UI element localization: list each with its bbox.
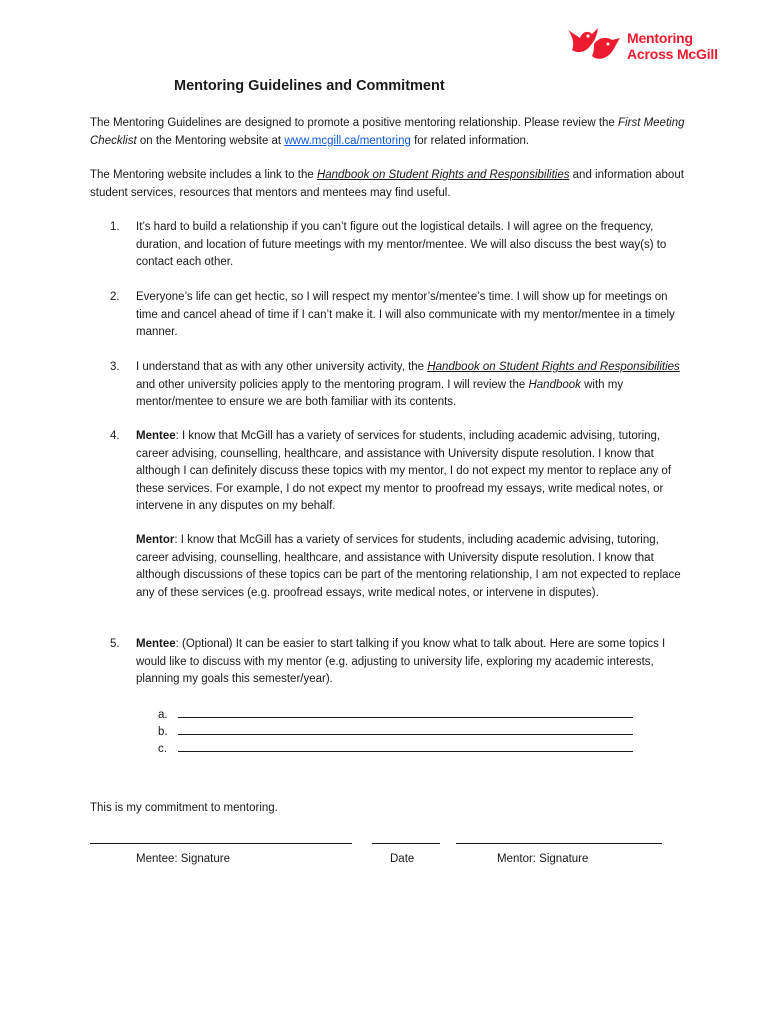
commitment-statement: This is my commitment to mentoring. <box>90 802 278 814</box>
guideline-item-3 <box>110 359 690 412</box>
blank-line[interactable] <box>178 741 633 752</box>
birds-logo-icon <box>564 24 622 64</box>
intro-text: on the Mentoring website at <box>136 134 285 147</box>
item-number: 4. <box>110 430 120 442</box>
item-number: 5. <box>110 638 120 650</box>
item-text-part: and other university policies apply to the mentoring program. I will review the <box>136 378 529 391</box>
mentee-signature-label: Mentee: Signature <box>136 853 230 865</box>
intro-text: for related information. <box>410 134 530 147</box>
intro-paragraph-2 <box>90 167 690 202</box>
item-text <box>136 636 690 689</box>
first-meeting-checklist: First Meeting Checklist <box>90 117 685 147</box>
guideline-item-1 <box>110 219 690 272</box>
blank-label: c. <box>158 743 167 755</box>
item-number: 3. <box>110 361 120 373</box>
date-line[interactable] <box>372 842 440 844</box>
blank-line[interactable] <box>178 724 633 735</box>
intro-paragraph-1 <box>90 115 690 150</box>
logo-text <box>627 30 718 62</box>
mentee-label: Mentee <box>136 430 176 442</box>
item-text-part: with my mentor/mentee to ensure we are both familiar with its contents. <box>136 378 624 408</box>
item-number: 2. <box>110 291 120 303</box>
mentee-signature-line[interactable] <box>90 842 352 844</box>
item-text-part: : (Optional) It can be easier to start talking if you know what to talk about. Here are some topics I would like to discuss with my mentor (e.g. adjusting to university life, exploring my academic interests, planning my goals this semester/year). <box>136 638 666 685</box>
guideline-item-5 <box>110 636 690 689</box>
item-text: It’s hard to build a relationship if you can’t figure out the logistical details. I will agree on the frequency, duration, and location of future meetings with my mentor/mentee. We will also discuss the best way(s) to contact each other. <box>136 221 667 268</box>
mentee-text: : I know that McGill has a variety of services for students, including academic advising, tutoring, career advising, counselling, healthcare, and assistance with University dispute resolution. I know that although I can definitely discuss these topics with my mentor, I do not expect my mentor to replace any of these services. For example, I do not expect my mentor to proofread my essays, write medical notes, or intervene in any disputes on my behalf. <box>136 430 672 512</box>
topic-blank-a[interactable] <box>158 707 633 723</box>
logo <box>564 22 729 68</box>
mentor-label: Mentor <box>136 534 175 546</box>
intro-text: and information about student services, resources that mentors and mentees may find useful. <box>90 169 684 199</box>
mentor-signature-label: Mentor: Signature <box>497 853 589 865</box>
handbook-short-reference: Handbook <box>528 378 581 391</box>
guideline-item-4 <box>110 428 690 516</box>
page-title: Mentoring Guidelines and Commitment <box>174 78 445 94</box>
logo-line-2: Across McGill <box>627 46 718 62</box>
blank-line[interactable] <box>178 707 633 718</box>
handbook-reference: Handbook on Student Rights and Responsibilities <box>316 169 570 181</box>
mentee-label: Mentee <box>136 638 176 650</box>
item-text <box>136 428 690 516</box>
handbook-reference: Handbook on Student Rights and Responsibilities <box>427 361 680 373</box>
item-number: 1. <box>110 221 120 233</box>
blank-label: b. <box>158 726 168 738</box>
item-text: Everyone’s life can get hectic, so I will respect my mentor’s/mentee’s time. I will show up for meetings on time and cancel ahead of time if I can’t make it. I will also communicate with my mentor/mentee in a timely manner. <box>136 291 675 338</box>
mentoring-website-link[interactable]: www.mcgill.ca/mentoring <box>284 134 411 147</box>
intro-text: The Mentoring Guidelines are designed to promote a positive mentoring relationship. Please review the <box>90 117 619 129</box>
mentor-paragraph <box>136 532 688 602</box>
logo-line-1: Mentoring <box>627 30 693 46</box>
intro-text: The Mentoring website includes a link to the <box>90 169 317 181</box>
topic-blank-c[interactable] <box>158 741 633 757</box>
mentor-signature-line[interactable] <box>456 842 662 844</box>
mentor-text: : I know that McGill has a variety of services for students, including academic advising, tutoring, career advising, counselling, healthcare, and assistance with University dispute resolution. I know that although discussions of these topics can be part of the mentoring relationship, I am not expected to replace any of these services (e.g. proofread essays, write medical notes, or intervene in disputes). <box>136 534 681 599</box>
date-label: Date <box>390 853 415 865</box>
blank-label: a. <box>158 709 168 721</box>
guideline-item-2 <box>110 289 690 342</box>
item-text-part: I understand that as with any other university activity, the <box>136 361 428 373</box>
topic-blank-b[interactable] <box>158 724 633 740</box>
item-text <box>136 359 690 412</box>
